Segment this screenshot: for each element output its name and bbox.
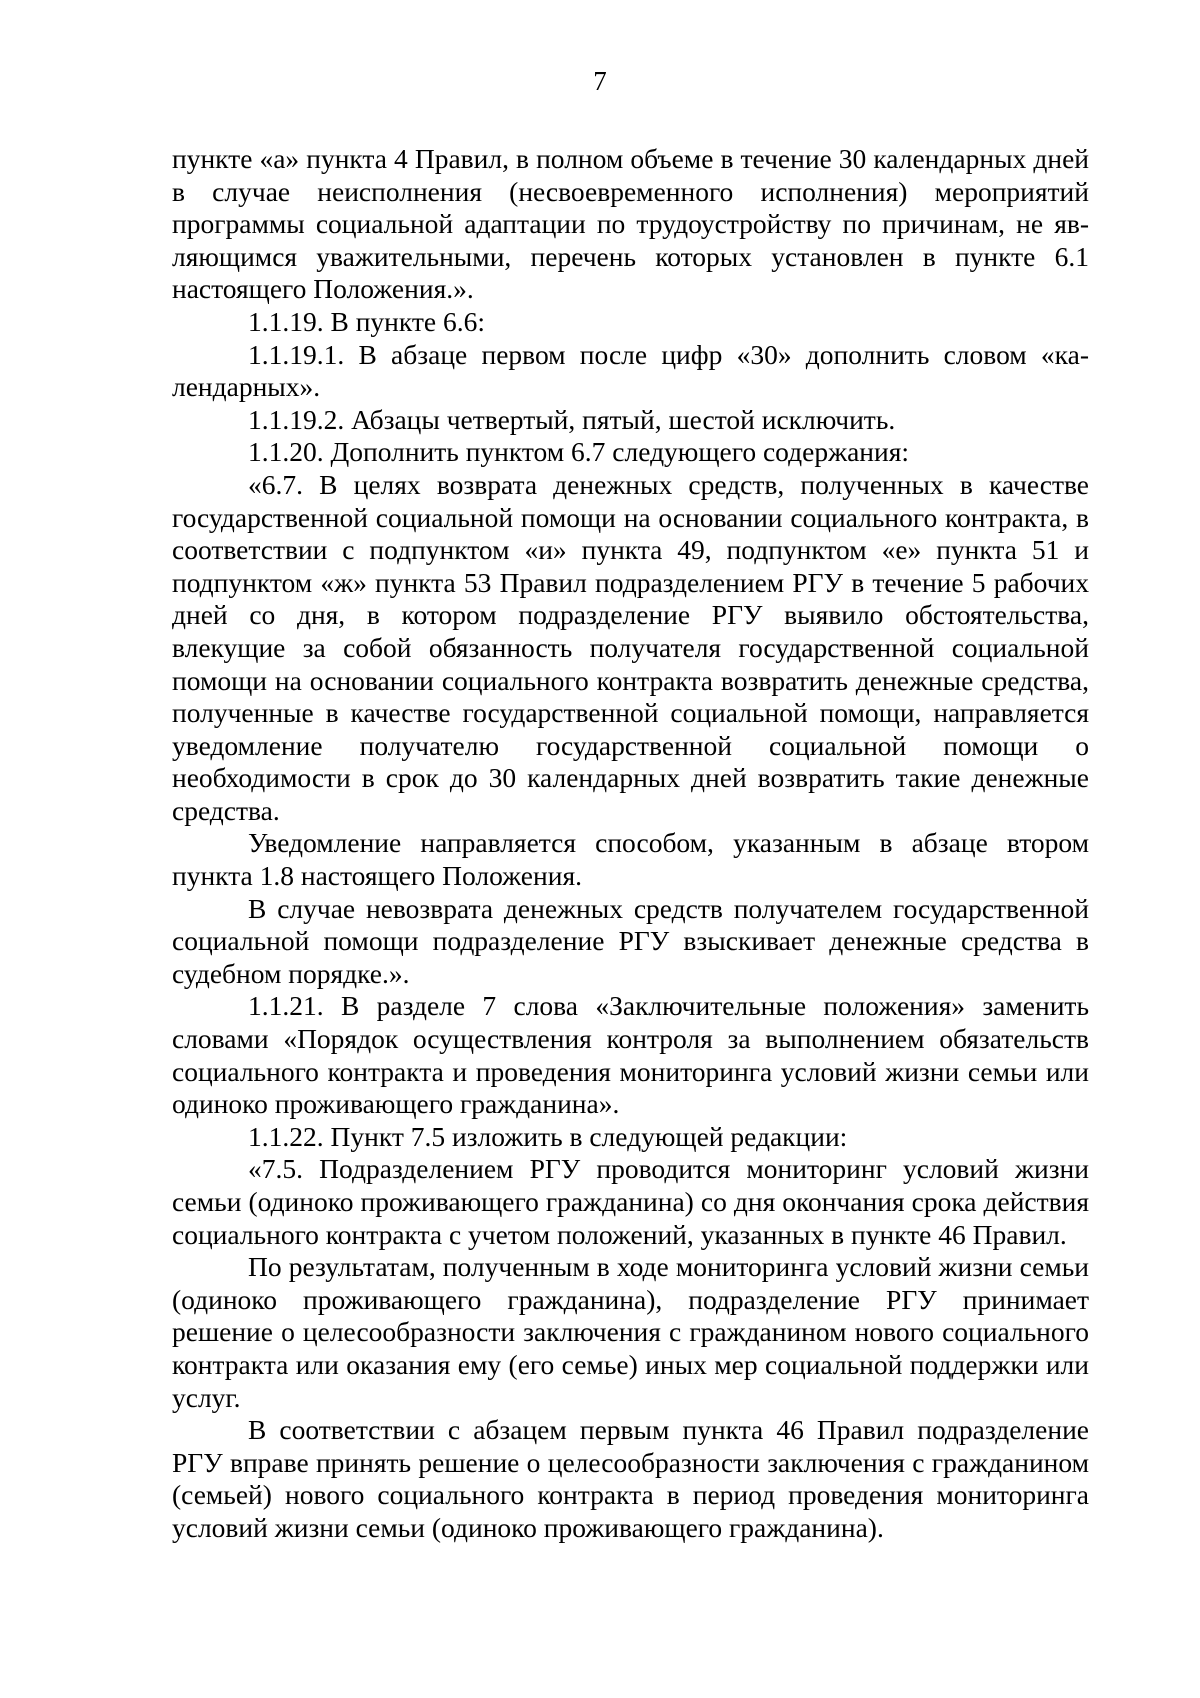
paragraph-1-1-19-1: 1.1.19.1. В абзаце первом после цифр «30» дополнить словом «календарных». <box>172 338 1089 403</box>
paragraph-1-1-21: 1.1.21. В разделе 7 слова «Заключительные положения» заменить словами «Порядок осуществления контроля за выполнением обязательств социального контракта и проведения мониторинга условий жизни семьи или одиноко проживающего гражданина». <box>172 990 1089 1120</box>
paragraph-monitoring-results: По результатам, полученным в ходе мониторинга условий жизни семьи (одиноко проживающего гражданина), подразделение РГУ принимает решение о целесообразности заключения с гражданином нового социального контракта или оказания ему (его семье) иных мер социальной поддержки или услуг. <box>172 1251 1089 1413</box>
paragraph-notification: Уведомление направляется способом, указанным в абзаце втором пункта 1.8 настоящего Положения. <box>172 827 1089 892</box>
document-body <box>172 143 1089 1545</box>
paragraph-6-7: «6.7. В целях возврата денежных средств, полученных в качестве государственной социальной помощи на основании социального контракта, в соответствии с подпунктом «и» пункта 49, подпунктом «е» пункта 51 и подпунктом «ж» пункта 53 Правил подразделением РГУ в течение 5 рабочих дней со дня, в котором подразделение РГУ выявило обстоятельства, влекущие за собой обязанность получателя государственной социальной помощи на основании социального контракта возвратить денежные средства, полученные в качестве государственной социальной помощи, направляется уведомление получателю государственной социальной помощи о необходимости в срок до 30 календарных дней возвратить такие денежные средства. <box>172 468 1089 826</box>
page-number: 7 <box>593 66 607 96</box>
paragraph-1-1-22: 1.1.22. Пункт 7.5 изложить в следующей редакции: <box>248 1120 848 1152</box>
paragraph-7-5: «7.5. Подразделением РГУ проводится мониторинг условий жизни семьи (одиноко проживающего гражданина) со дня окончания срока действия социального контракта с учетом положений, указанных в пункте 46 Правил. <box>172 1153 1089 1250</box>
paragraph-1-1-19-2: 1.1.19.2. Абзацы четвертый, пятый, шестой исключить. <box>248 403 896 435</box>
paragraph-1-1-20: 1.1.20. Дополнить пунктом 6.7 следующего содержания: <box>248 436 909 468</box>
paragraph-non-return: В случае невозврата денежных средств получателем государственной социальной помощи подразделение РГУ взыскивает денежные средства в судебном порядке.». <box>172 892 1089 989</box>
paragraph-1-1-19: 1.1.19. В пункте 6.6: <box>248 305 486 337</box>
paragraph-continuation: пункте «а» пункта 4 Правил, в полном объеме в течение 30 календарных дней в случае неисполнения (несвоевременного исполнения) мероприятий программы социальной адаптации по трудоустройству по причинам, не являющимся уважительными, перечень которых установлен в пункте 6.1 настоящего Положения.». <box>172 143 1089 305</box>
paragraph-point-46: В соответствии с абзацем первым пункта 46 Правил подразделение РГУ вправе принять решение о целесообразности заключения с гражданином (семьей) нового социального контракта в период проведения мониторинга условий жизни семьи (одиноко проживающего гражданина). <box>172 1414 1089 1543</box>
